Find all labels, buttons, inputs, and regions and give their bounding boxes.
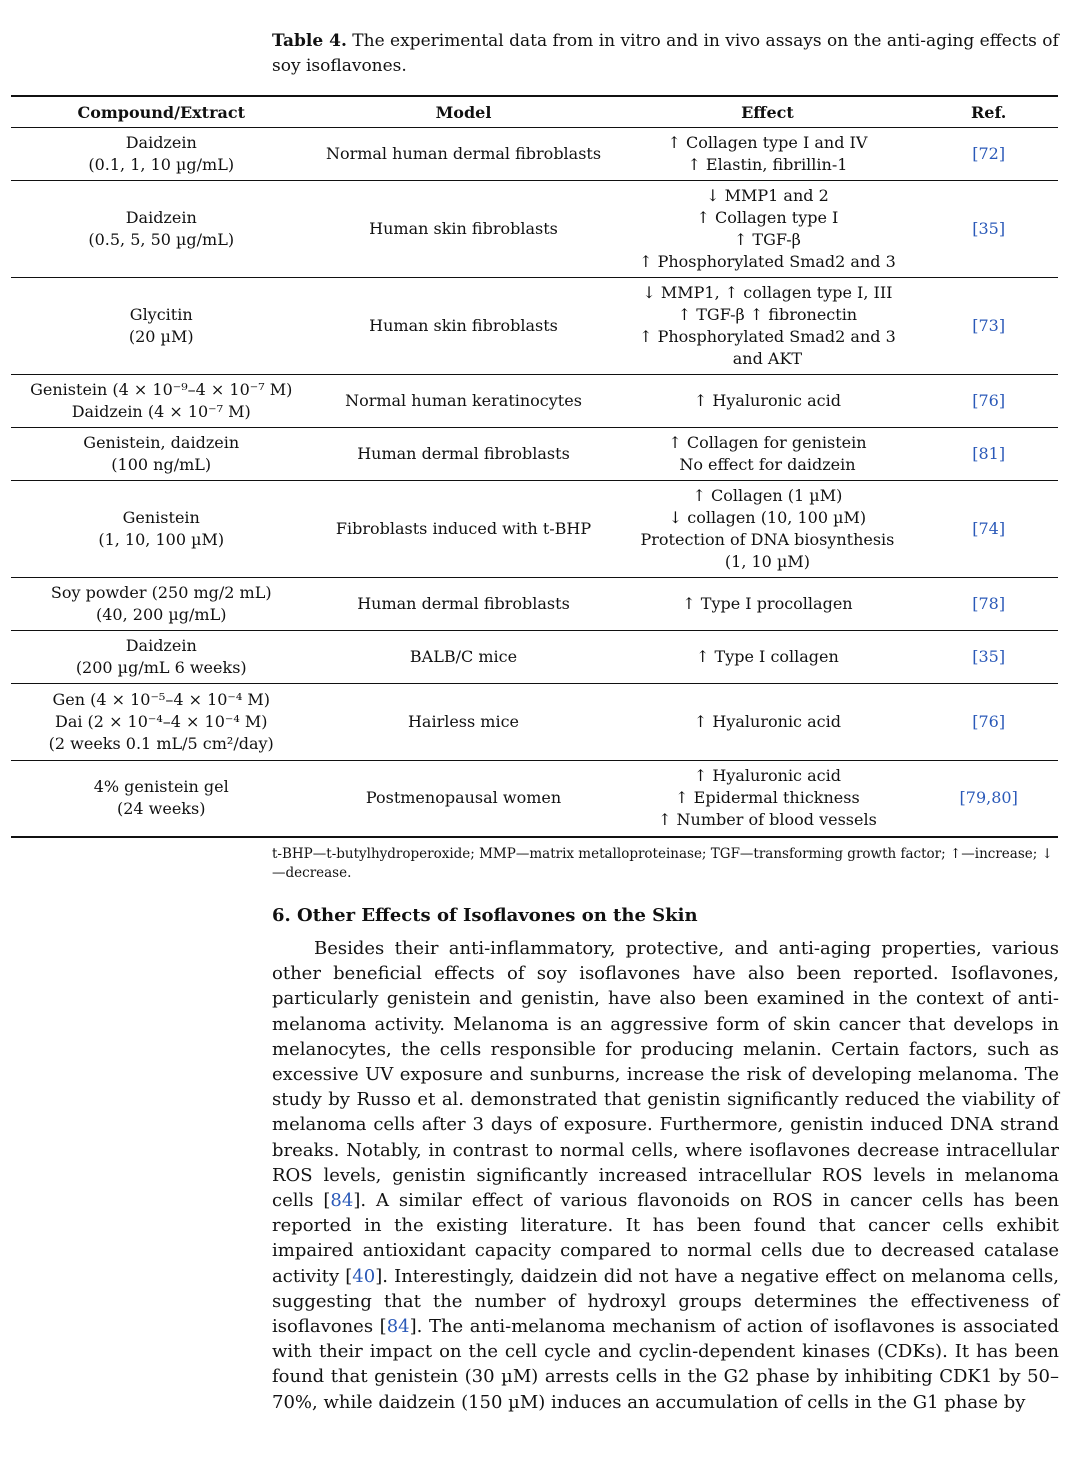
compound-line: (2 weeks 0.1 mL/5 cm²/day) xyxy=(48,734,274,753)
citation-link[interactable]: 84 xyxy=(386,1316,410,1338)
ref-link[interactable]: [79,80] xyxy=(959,788,1018,808)
cell-model: Human dermal fibroblasts xyxy=(311,428,615,481)
table-row xyxy=(11,578,1058,631)
effect-line: ↑ Phosphorylated Smad2 and 3 xyxy=(639,327,896,346)
table-caption-text: The experimental data from in vitro and in vivo assays on the anti-aging effects of soy isoflavones. xyxy=(272,31,1059,76)
cell-model: Fibroblasts induced with t-BHP xyxy=(311,481,615,578)
compound-line: Daidzein xyxy=(125,133,197,152)
effect-line: (1, 10 µM) xyxy=(724,552,810,571)
cell-compound xyxy=(11,375,311,428)
paragraph-text: Besides their anti-inflammatory, protective, and anti-aging properties, various other beneficial effects of soy isoflavones have also been reported. Isoflavones, particularly genistein and genistin, have also been examined in the context of anti-melanoma activity. Melanoma is an aggressive form of skin cancer that develops in melanocytes, the cells responsible for producing melanin. Certain factors, such as excessive UV exposure and sunburns, increase the risk of developing melanoma. The study by Russo et al. demonstrated that genistin significantly reduced the viability of melanoma cells after 3 days of exposure. Furthermore, genistin induced DNA strand breaks. Notably, in contrast to normal cells, where isoflavones decrease intracellular ROS levels, genistin significantly increased intracellular ROS levels in melanoma cells [ xyxy=(272,938,1059,1212)
paragraph-text: ]. Interestingly, daidzein did not have a negative effect on melanoma cells, suggesting that the number of hydroxyl groups determines the effectiveness of isoflavones [ xyxy=(272,1265,1060,1338)
cell-effect xyxy=(616,181,920,278)
cell-ref xyxy=(919,684,1058,761)
effect-line: ↑ Collagen for genistein xyxy=(668,433,867,452)
table-row xyxy=(11,375,1058,428)
cell-effect xyxy=(616,578,920,631)
section-paragraph xyxy=(272,936,1059,1415)
table-row xyxy=(11,428,1058,481)
table-caption xyxy=(272,29,1062,79)
effect-line: ↑ Phosphorylated Smad2 and 3 xyxy=(639,252,896,271)
citation-link[interactable]: 84 xyxy=(330,1190,354,1212)
compound-line: Daidzein (4 × 10⁻⁷ M) xyxy=(71,402,251,421)
cell-model: Normal human dermal fibroblasts xyxy=(311,128,615,181)
table-footnote: t-BHP—t-butylhydroperoxide; MMP—matrix metalloproteinase; TGF—transforming growth factor; ↑—increase; ↓—decrease. xyxy=(272,846,1053,881)
compound-line: 4% genistein gel xyxy=(93,777,229,797)
table-row xyxy=(11,684,1058,761)
compound-line: (40, 200 µg/mL) xyxy=(95,605,227,624)
cell-effect xyxy=(616,481,920,578)
cell-ref xyxy=(919,181,1058,278)
ref-link[interactable]: [78] xyxy=(972,594,1006,613)
compound-line: (100 ng/mL) xyxy=(111,455,212,474)
header-compound: Compound/Extract xyxy=(11,96,311,128)
cell-model: Hairless mice xyxy=(311,684,615,761)
cell-compound xyxy=(11,631,311,684)
cell-effect xyxy=(616,375,920,428)
header-effect: Effect xyxy=(616,96,920,128)
cell-compound xyxy=(11,278,311,375)
compound-line: (0.5, 5, 50 µg/mL) xyxy=(88,230,235,249)
cell-compound xyxy=(11,181,311,278)
cell-compound xyxy=(11,761,311,837)
ref-link[interactable]: [72] xyxy=(972,144,1006,163)
effect-line: ↑ Hyaluronic acid xyxy=(693,766,841,786)
table-row xyxy=(11,761,1058,837)
cell-compound xyxy=(11,428,311,481)
compound-line: Glycitin xyxy=(129,305,193,324)
cell-ref xyxy=(919,375,1058,428)
table-row xyxy=(11,631,1058,684)
cell-model: Human dermal fibroblasts xyxy=(311,578,615,631)
compound-line: (1, 10, 100 µM) xyxy=(98,530,225,549)
effect-line: ↓ collagen (10, 100 µM) xyxy=(668,508,867,527)
effect-line: ↑ Epidermal thickness xyxy=(675,788,860,808)
effect-line: ↓ MMP1 and 2 xyxy=(706,186,829,205)
effect-line: ↑ Hyaluronic acid xyxy=(693,712,841,731)
compound-line: Genistein, daidzein xyxy=(83,433,240,452)
paragraph-text: ]. The anti-melanoma mechanism of action of isoflavones is associated with their impact on the cell cycle and cyclin-dependent kinases (CDKs). It has been found that genistein (30 µM) arrests cells in the G2 phase by inhibiting CDK1 by 50–70%, while daidzein (150 µM) induces an accumulation of cells in the G1 phase by xyxy=(272,1316,1059,1413)
compound-line: Daidzein xyxy=(125,208,197,227)
effect-line: ↑ Type I procollagen xyxy=(682,594,853,613)
table-row xyxy=(11,278,1058,375)
cell-ref xyxy=(919,481,1058,578)
cell-ref xyxy=(919,578,1058,631)
header-ref: Ref. xyxy=(919,96,1058,128)
compound-line: Daidzein xyxy=(125,636,197,655)
section-heading: 6. Other Effects of Isoflavones on the Skin xyxy=(272,905,698,926)
cell-effect xyxy=(616,128,920,181)
ref-link[interactable]: [76] xyxy=(972,391,1006,410)
table-header-row xyxy=(11,96,1058,128)
cell-ref xyxy=(919,428,1058,481)
ref-link[interactable]: [35] xyxy=(972,219,1006,238)
ref-link[interactable]: [74] xyxy=(972,519,1006,538)
cell-model: Normal human keratinocytes xyxy=(311,375,615,428)
compound-line: Dai (2 × 10⁻⁴–4 × 10⁻⁴ M) xyxy=(54,712,268,731)
cell-compound xyxy=(11,128,311,181)
cell-effect xyxy=(616,761,920,837)
table-row xyxy=(11,128,1058,181)
effect-line: ↑ Collagen type I and IV xyxy=(667,133,868,152)
effect-line: No effect for daidzein xyxy=(679,455,856,474)
effect-line: ↑ Hyaluronic acid xyxy=(693,391,841,410)
data-table xyxy=(11,95,1058,838)
compound-line: Genistein (4 × 10⁻⁹–4 × 10⁻⁷ M) xyxy=(30,380,293,399)
cell-compound xyxy=(11,481,311,578)
effect-line: ↑ TGF-β ↑ fibronectin xyxy=(677,305,858,324)
compound-line: (20 µM) xyxy=(128,327,194,346)
ref-link[interactable]: [73] xyxy=(972,316,1006,335)
cell-ref xyxy=(919,631,1058,684)
table-row xyxy=(11,481,1058,578)
cell-ref xyxy=(919,128,1058,181)
effect-line: ↑ TGF-β xyxy=(733,230,801,249)
effect-line: ↑ Collagen (1 µM) xyxy=(692,486,843,505)
cell-model: Human skin fibroblasts xyxy=(311,278,615,375)
cell-model: Human skin fibroblasts xyxy=(311,181,615,278)
header-model: Model xyxy=(311,96,615,128)
cell-model: Postmenopausal women xyxy=(311,761,615,837)
compound-line: (24 weeks) xyxy=(116,799,206,819)
compound-line: Genistein xyxy=(122,508,200,527)
compound-line: Soy powder (250 mg/2 mL) xyxy=(50,583,272,602)
effect-line: ↑ Elastin, fibrillin-1 xyxy=(687,155,848,174)
ref-link[interactable]: [81] xyxy=(972,444,1006,463)
compound-line: (200 µg/mL 6 weeks) xyxy=(75,658,247,677)
effect-line: ↑ Type I collagen xyxy=(696,647,839,666)
cell-effect xyxy=(616,631,920,684)
compound-line: Gen (4 × 10⁻⁵–4 × 10⁻⁴ M) xyxy=(52,690,270,709)
effect-line: ↓ MMP1, ↑ collagen type I, III xyxy=(642,283,893,302)
cell-ref xyxy=(919,761,1058,837)
table-row xyxy=(11,181,1058,278)
effect-line: ↑ Number of blood vessels xyxy=(658,810,877,830)
cell-compound xyxy=(11,684,311,761)
cell-effect xyxy=(616,684,920,761)
table-body xyxy=(11,128,1058,837)
cell-compound xyxy=(11,578,311,631)
cell-model: BALB/C mice xyxy=(311,631,615,684)
cell-ref xyxy=(919,278,1058,375)
paragraph-text: ]. A similar effect of various flavonoids on ROS in cancer cells has been reported in the existing literature. It has been found that cancer cells exhibit impaired antioxidant capacity compared to normal cells due to decreased catalase activity [ xyxy=(272,1190,1059,1287)
effect-line: and AKT xyxy=(732,349,803,368)
effect-line: Protection of DNA biosynthesis xyxy=(640,530,895,549)
ref-link[interactable]: [35] xyxy=(972,647,1006,666)
cell-effect xyxy=(616,278,920,375)
effect-line: ↑ Collagen type I xyxy=(696,208,839,227)
ref-link[interactable]: [76] xyxy=(972,712,1006,731)
citation-link[interactable]: 40 xyxy=(352,1265,376,1287)
cell-effect xyxy=(616,428,920,481)
table-caption-label: Table 4. xyxy=(272,31,347,51)
compound-line: (0.1, 1, 10 µg/mL) xyxy=(88,155,235,174)
